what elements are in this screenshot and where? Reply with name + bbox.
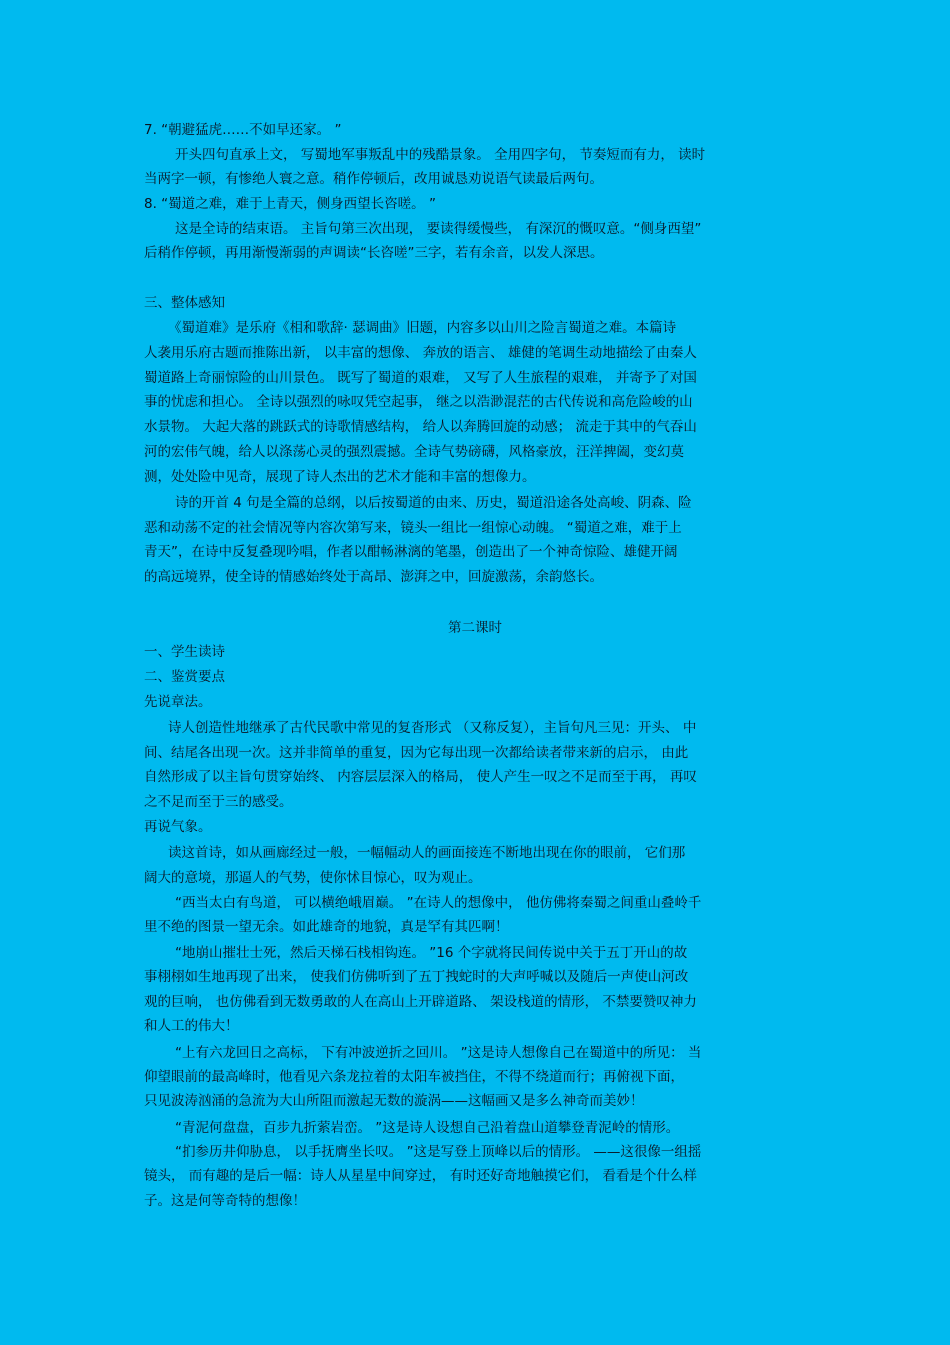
- zhangfa-line-4: 之不足而至于三的感受。: [144, 794, 293, 810]
- overall-heading: 三、整体感知: [144, 295, 225, 311]
- lesson2-item-1: 一、学生读诗: [144, 644, 225, 660]
- qixiang-p6-line-1: “扪参历井仰胁息， 以手抚膺坐长叹。 ”这是写登上顶峰以后的情形。 ——这很像一组摇: [175, 1144, 702, 1160]
- item8-line-1: 这是全诗的结束语。 主旨句第三次出现， 要读得缓慢些， 有深沉的慨叹意。“侧身西望”: [175, 221, 702, 237]
- item7-line-1: 开头四句直承上文， 写蜀地军事叛乱中的残酷景象。 全用四字句， 节奏短而有力， 读时: [175, 147, 706, 163]
- qixiang-p3-line-3: 观的巨响， 也仿佛看到无数勇敢的人在高山上开辟道路、 架设栈道的情形， 不禁要赞叹神力: [144, 994, 697, 1010]
- item8-line-2: 后稍作停顿，再用渐慢渐弱的声调读“长咨嗟”三字，若有余音，以发人深思。: [144, 245, 604, 261]
- overall-p2-line-2: 恶和动荡不定的社会情况等内容次第写来，镜头一组比一组惊心动魄。 “蜀道之难，难于上: [144, 520, 682, 536]
- overall-p1-line-7: 测，处处险中见奇，展现了诗人杰出的艺术才能和丰富的想像力。: [144, 469, 536, 485]
- overall-p1-line-2: 人袭用乐府古题而推陈出新， 以丰富的想像、 奔放的语言、 雄健的笔调生动地描绘了由秦人: [144, 345, 697, 361]
- qixiang-p4-line-2: 仰望眼前的最高峰时，他看见六条龙拉着的太阳车被挡住，不得不绕道而行；再俯视下面，: [144, 1069, 684, 1085]
- qixiang-p6-line-2: 镜头， 而有趣的是后一幅：诗人从星星中间穿过， 有时还好奇地触摸它们， 看看是个什么样: [144, 1168, 697, 1184]
- zhangfa-line-3: 自然形成了以主旨句贯穿始终、 内容层层深入的格局， 使人产生一叹之不足而至于再， 再叹: [144, 769, 697, 785]
- zhangfa-line-2: 间、结尾各出现一次。这并非简单的重复，因为它每出现一次都给读者带来新的启示， 由此: [144, 745, 689, 761]
- qixiang-p2-line-2: 里不绝的图景一望无余。如此雄奇的地貌，真是罕有其匹啊！: [144, 919, 509, 935]
- overall-p2-line-3: 青天”，在诗中反复叠现吟唱，作者以酣畅淋漓的笔墨，创造出了一个神奇惊险、雄健开阔: [144, 544, 678, 560]
- qixiang-p1-line-2: 阔大的意境，那逼人的气势，使你怵目惊心，叹为观止。: [144, 870, 482, 886]
- item8-title: 8. “蜀道之难，难于上青天，侧身西望长咨嗟。 ”: [144, 196, 436, 212]
- qixiang-p3-line-4: 和人工的伟大！: [144, 1018, 239, 1034]
- qixiang-p3-line-1: “地崩山摧壮士死，然后天梯石栈相钩连。 ”16 个字就将民间传说中关于五丁开山的故: [175, 945, 688, 961]
- overall-p1-line-5: 水景物。 大起大落的跳跃式的诗歌情感结构， 给人以奔腾回旋的动感； 流走于其中的气吞山: [144, 419, 697, 435]
- qixiang-p6-line-3: 子。这是何等奇特的想像！: [144, 1193, 306, 1209]
- overall-p1-line-3: 蜀道路上奇丽惊险的山川景色。 既写了蜀道的艰难， 又写了人生旅程的艰难， 并寄予了对国: [144, 370, 697, 386]
- qixiang-p4-line-1: “上有六龙回日之高标， 下有冲波逆折之回川。 ”这是诗人想像自己在蜀道中的所见： 当: [175, 1045, 702, 1061]
- overall-p1-line-1: 《蜀道难》是乐府《相和歌辞· 瑟调曲》旧题，内容多以山川之险言蜀道之难。本篇诗: [168, 320, 677, 336]
- lesson2-title: 第二课时: [448, 620, 502, 636]
- qixiang-p4-line-3: 只见波涛汹涌的急流为大山所阻而激起无数的漩涡——这幅画又是多么神奇而美妙！: [144, 1093, 644, 1109]
- lesson2-item-2: 二、鉴赏要点: [144, 669, 225, 685]
- zhangfa-label: 先说章法。: [144, 694, 212, 710]
- qixiang-p1-line-1: 读这首诗，如从画廊经过一般，一幅幅动人的画面接连不断地出现在你的眼前， 它们那: [168, 845, 686, 861]
- item7-line-2: 当两字一顿，有惨绝人寰之意。稍作停顿后，改用诚恳劝说语气读最后两句。: [144, 171, 603, 187]
- qixiang-p5-line-1: “青泥何盘盘，百步九折萦岩峦。 ”这是诗人设想自己沿着盘山道攀登青泥岭的情形。: [175, 1120, 680, 1136]
- zhangfa-line-1: 诗人创造性地继承了古代民歌中常见的复沓形式 （又称反复），主旨句凡三见：开头、 中: [168, 720, 697, 736]
- overall-p2-line-4: 的高远境界，使全诗的情感始终处于高昂、澎湃之中，回旋激荡，余韵悠长。: [144, 569, 603, 585]
- qixiang-label: 再说气象。: [144, 819, 212, 835]
- item7-title: 7. “朝避猛虎……不如早还家。 ”: [144, 122, 342, 138]
- overall-p1-line-4: 事的忧虑和担心。 全诗以强烈的咏叹凭空起事， 继之以浩渺混茫的古代传说和高危险峻的山: [144, 394, 693, 410]
- qixiang-p2-line-1: “西当太白有鸟道， 可以横绝峨眉巅。 ”在诗人的想像中， 他仿佛将秦蜀之间重山叠岭千: [175, 895, 702, 911]
- overall-p1-line-6: 河的宏伟气魄，给人以涤荡心灵的强烈震撼。全诗气势磅礴，风格豪放，汪洋捭阖，变幻莫: [144, 444, 684, 460]
- qixiang-p3-line-2: 事栩栩如生地再现了出来， 使我们仿佛听到了五丁拽蛇时的大声呼喊以及随后一声使山河改: [144, 969, 689, 985]
- overall-p2-line-1: 诗的开首 4 句是全篇的总纲，以后按蜀道的由来、历史，蜀道沿途各处高峻、阴森、险: [175, 495, 692, 511]
